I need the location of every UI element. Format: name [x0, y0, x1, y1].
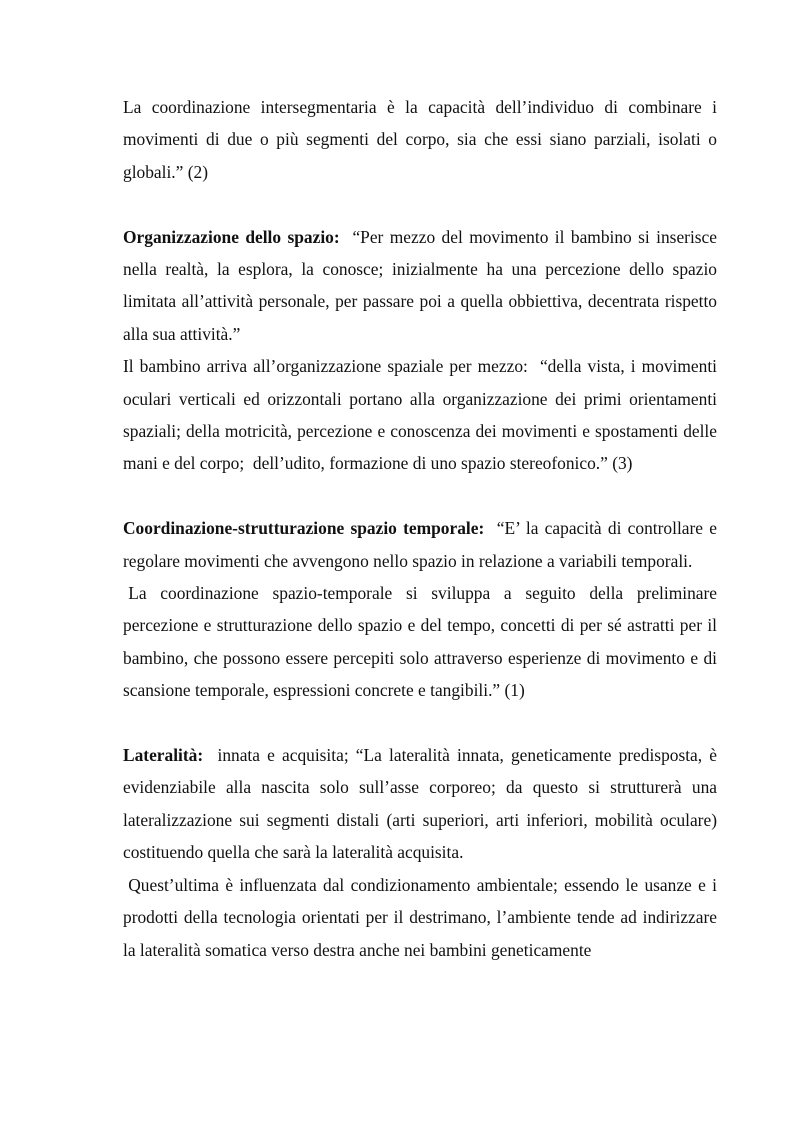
- paragraph-laterality: [123, 739, 722, 869]
- paragraph-spatiotemporal: [123, 512, 722, 577]
- heading-space-organization: Organizzazione dello spazio:: [123, 226, 340, 247]
- paragraph-spatiotemporal-development: La coordinazione spazio-temporale si sviluppa a seguito della preliminare percezione e strutturazione dello spazio e del tempo, concetti di per sé astratti per il bambino, che possono essere percepiti solo attraverso esperienze di movimento e di scansione temporale, espressioni concrete e tangibili.” (1): [123, 583, 717, 701]
- heading-laterality: Lateralità:: [123, 745, 204, 766]
- document-page: [123, 91, 722, 966]
- paragraph-space-organization: [123, 221, 722, 351]
- paragraph-laterality-environment: Quest’ultima è influenzata dal condizionamento ambientale; essendo le usanze e i prodotti della tecnologia orientati per il destrimano, l’ambiente tende ad indirizzare la lateralità somatica verso destra anche nei bambini geneticamente: [123, 874, 717, 960]
- text-space-organization: “Per mezzo del movimento il bambino si inserisce nella realtà, la esplora, la conosce; inizialmente ha una percezione dello spazio limitata all’attività personale, per passare poi a quella obbiettiva, decentrata rispetto alla sua attività.”: [123, 226, 722, 344]
- paragraph-intersegmentary: La coordinazione intersegmentaria è la capacità dell’individuo di combinare i movimenti di due o più segmenti del corpo, sia che essi siano parziali, isolati o globali.” (2): [123, 97, 717, 182]
- text-laterality: innata e acquisita; “La lateralità innata, geneticamente predisposta, è evidenziabile alla nascita solo sull’asse corporeo; da questo si strutturerà una lateralizzazione sui segmenti distali (arti superiori, arti inferiori, mobilità oculare) costituendo quella che sarà la lateralità acquisita.: [123, 745, 722, 863]
- heading-spatiotemporal: Coordinazione-strutturazione spazio temporale:: [123, 518, 485, 539]
- paragraph-spatial-means: Il bambino arriva all’organizzazione spaziale per mezzo: “della vista, i movimenti oculari verticali ed orizzontali portano alla organizzazione dei primi orientamenti spaziali; della motricità, percezione e conoscenza dei movimenti e spostamenti delle mani e del corpo; dell’udito, formazione di uno spazio stereofonico.” (3): [123, 356, 722, 474]
- text-spatiotemporal: “E’ la capacità di controllare e regolare movimenti che avvengono nello spazio in relazione a variabili temporali.: [123, 518, 722, 571]
